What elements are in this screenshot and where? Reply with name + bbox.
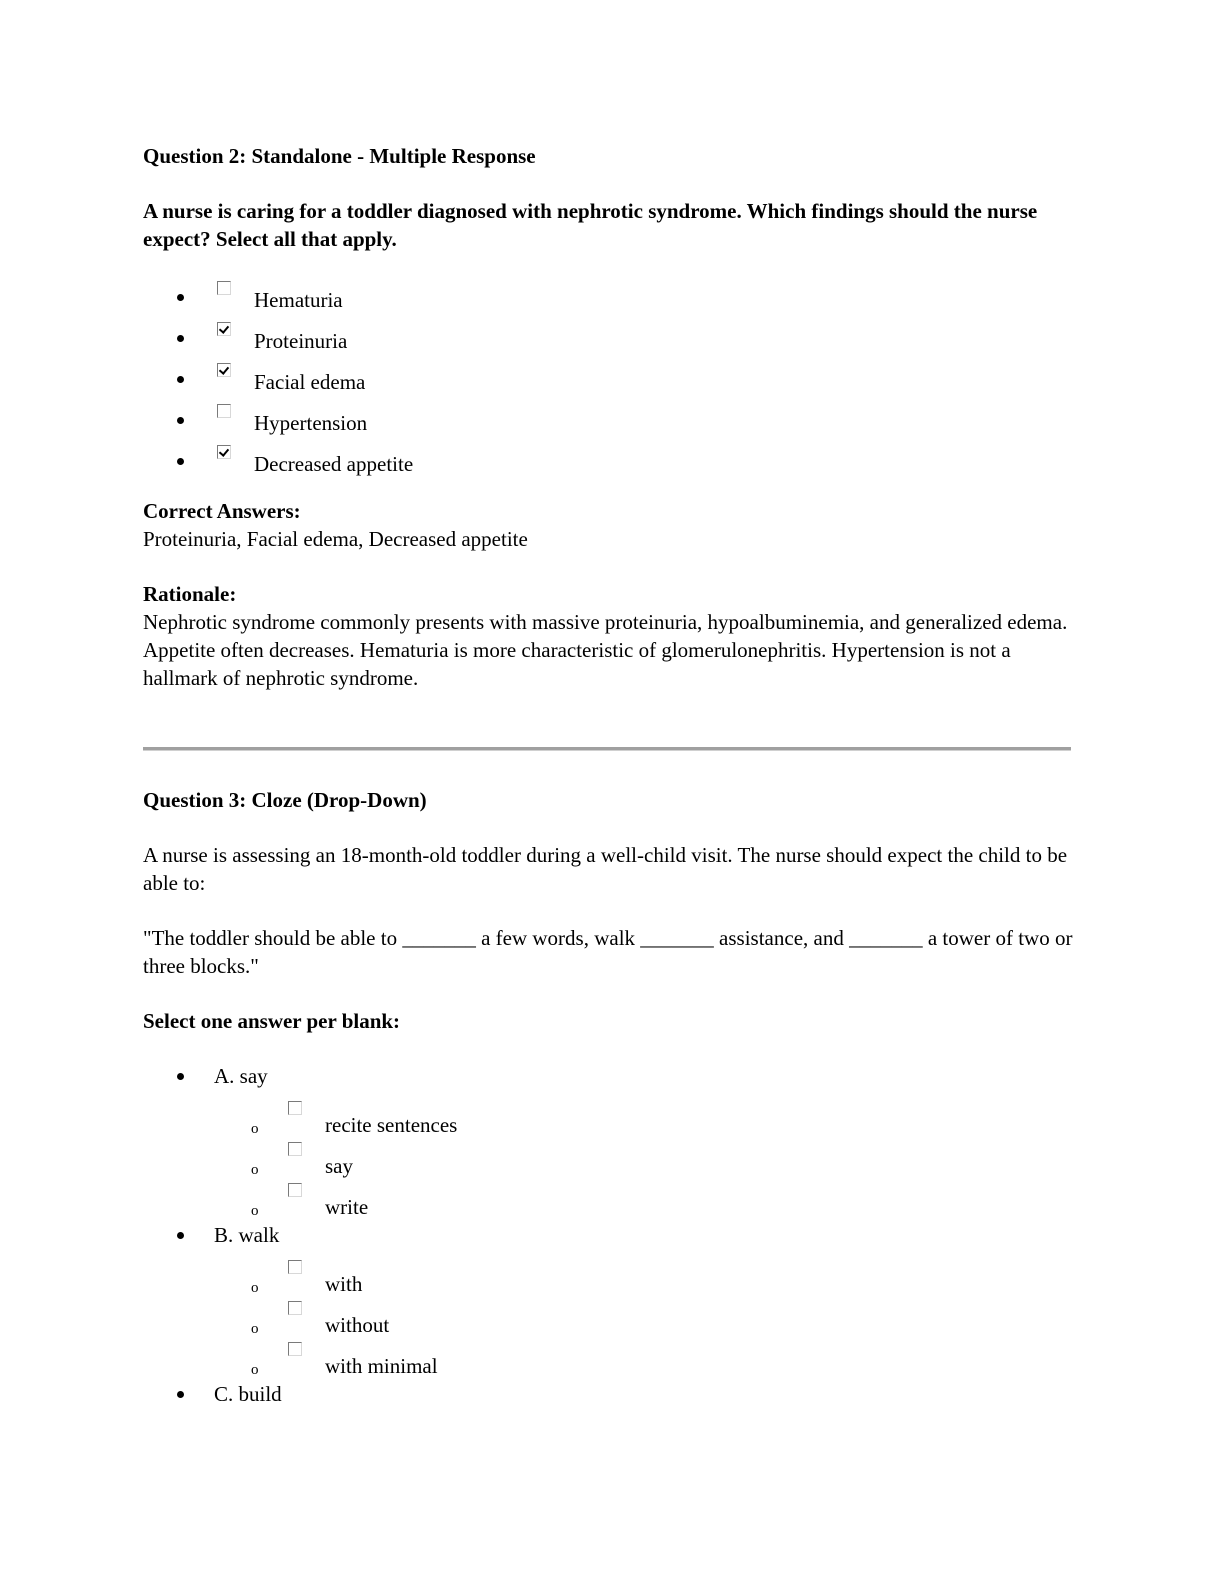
- option-with-minimal: [143, 1344, 1073, 1378]
- option-label: with: [325, 1272, 363, 1296]
- circle-bullet-icon: o: [251, 1321, 259, 1337]
- question-3-title: Question 3: Cloze (Drop-Down): [143, 788, 427, 812]
- circle-bullet-icon: o: [251, 1362, 259, 1378]
- option-write: [143, 1185, 1073, 1219]
- rationale-heading: Rationale:: [143, 582, 237, 606]
- checkbox[interactable]: [288, 1142, 302, 1156]
- option-label: with minimal: [325, 1354, 438, 1378]
- checkbox[interactable]: [217, 281, 231, 295]
- option-decreased-appetite: [143, 447, 1073, 488]
- checkbox[interactable]: [217, 322, 231, 336]
- bullet-icon: [177, 458, 184, 465]
- blank-group-c: [143, 1380, 1073, 1408]
- option-proteinuria: [143, 324, 1073, 365]
- question-3-section: [143, 786, 1073, 1408]
- question-2-title: Question 2: Standalone - Multiple Response: [143, 144, 536, 168]
- question-2-options: [143, 283, 1073, 488]
- checkbox[interactable]: [288, 1260, 302, 1274]
- question-3-stem: A nurse is assessing an 18-month-old toddler during a well-child visit. The nurse should expect the child to be able to:: [143, 843, 1068, 895]
- rationale-text: Nephrotic syndrome commonly presents with massive proteinuria, hypoalbuminemia, and generalized edema. Appetite often decreases. Hematuria is more characteristic of glomerulonephritis. Hypertension is not a hallmark of nephrotic syndrome.: [143, 610, 1068, 690]
- checkbox[interactable]: [288, 1183, 302, 1197]
- option-facial-edema: [143, 365, 1073, 406]
- section-divider: [143, 747, 1071, 751]
- question-2-section: [143, 142, 1073, 692]
- question-2-stem: A nurse is caring for a toddler diagnosed with nephrotic syndrome. Which findings should the nurse expect? Select all that apply.: [143, 199, 1038, 251]
- blank-group-a: [143, 1062, 1073, 1219]
- bullet-icon: [177, 376, 184, 383]
- option-with: [143, 1262, 1073, 1303]
- checkbox[interactable]: [217, 445, 231, 459]
- circle-bullet-icon: o: [251, 1121, 259, 1137]
- circle-bullet-icon: o: [251, 1203, 259, 1219]
- blank-label-a: [143, 1062, 1073, 1090]
- blank-label-b: [143, 1221, 1073, 1249]
- option-label: Decreased appetite: [254, 452, 414, 476]
- bullet-icon: [177, 1391, 184, 1398]
- option-say: [143, 1144, 1073, 1185]
- instruction: Select one answer per blank:: [143, 1009, 401, 1033]
- blank-label: B. walk: [214, 1223, 280, 1247]
- bullet-icon: [177, 417, 184, 424]
- option-label: Hypertension: [254, 411, 368, 435]
- option-hematuria: [143, 283, 1073, 324]
- blank-label: A. say: [214, 1064, 268, 1088]
- checkbox[interactable]: [217, 404, 231, 418]
- checkbox[interactable]: [288, 1342, 302, 1356]
- blank-label: C. build: [214, 1382, 282, 1406]
- checkbox[interactable]: [288, 1301, 302, 1315]
- correct-answers-text: Proteinuria, Facial edema, Decreased appetite: [143, 527, 528, 551]
- bullet-icon: [177, 1232, 184, 1239]
- option-hypertension: [143, 406, 1073, 447]
- option-label: without: [325, 1313, 390, 1337]
- cloze-sentence: "The toddler should be able to _______ a few words, walk _______ assistance, and _______ a tower of two or three blocks.": [143, 926, 1073, 978]
- option-label: write: [325, 1195, 369, 1219]
- option-label: say: [325, 1154, 353, 1178]
- circle-bullet-icon: o: [251, 1280, 259, 1296]
- checkbox[interactable]: [217, 363, 231, 377]
- option-label: Hematuria: [254, 288, 343, 312]
- bullet-icon: [177, 294, 184, 301]
- correct-answers-heading: Correct Answers:: [143, 499, 301, 523]
- option-without: [143, 1303, 1073, 1344]
- bullet-icon: [177, 335, 184, 342]
- option-label: recite sentences: [325, 1113, 458, 1137]
- option-label: Proteinuria: [254, 329, 348, 353]
- blank-group-b: [143, 1221, 1073, 1378]
- option-recite-sentences: [143, 1103, 1073, 1144]
- blank-label-c: [143, 1380, 1073, 1408]
- checkbox[interactable]: [288, 1101, 302, 1115]
- circle-bullet-icon: o: [251, 1162, 259, 1178]
- option-label: Facial edema: [254, 370, 366, 394]
- bullet-icon: [177, 1073, 184, 1080]
